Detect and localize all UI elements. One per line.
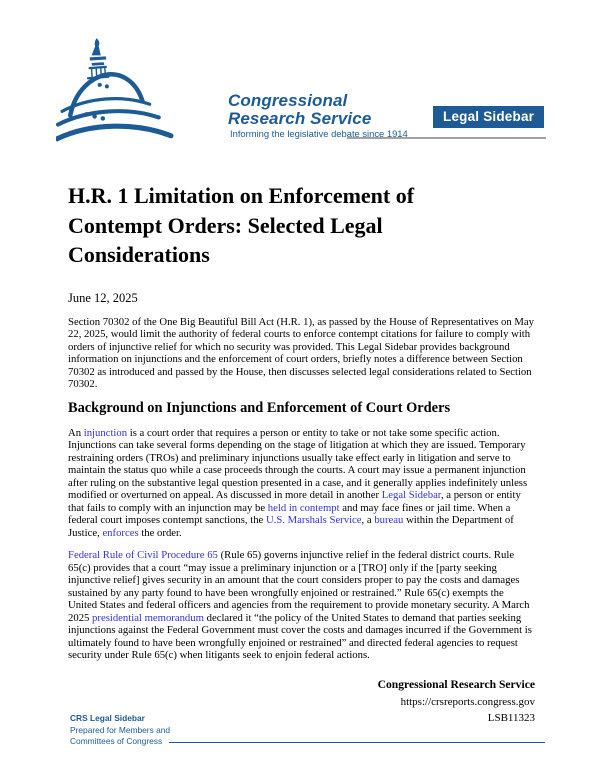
bottom-prepared-line1: Prepared for Members and [70, 724, 171, 735]
text-run: declared it “the policy of the United States to demand that parties seeking injunctions against the Federal Government must cover the costs and damages incurred if the Government is ultimately found to have been wrongfully enjoined or restrained” and directed federal agencies to request security under Rule 65(c) when litigants seek to enjoin federal actions. [68, 611, 532, 661]
legal-sidebar-badge: Legal Sidebar [433, 106, 544, 128]
text-run: and may face fines or jail time. When a federal court imposes contempt sanctions, the [68, 501, 511, 526]
text-run: An [68, 426, 84, 439]
text-run: Section 70302 of the One Big Beautiful Bill Act (H.R. 1), as passed by the House of Representatives on May 22, 2025, would limit the authority of federal courts to enforce contempt citations for failure to comply with orders of injunctive relief for which no security was provided. This Legal Sidebar provides background information on injunctions and the enforcement of court orders, briefly notes a difference between Section 70302 as introduced and passed by the House, then discusses selected legal considerations related to Section 70302. [68, 315, 535, 390]
link-federal-rule-of-civil-procedure-65[interactable]: Federal Rule of Civil Procedure 65 [68, 549, 218, 561]
bottom-product-name: CRS Legal Sidebar [70, 713, 145, 723]
footer-org-name: Congressional Research Service [377, 677, 535, 691]
text-run: (Rule 65) governs injunctive relief in the federal district courts. Rule 65(c) provides that a court “may issue a preliminary injunction or a [TRO] only if the [party seeking injunctive relief] gives security in an amount that the court considers proper to pay the costs and damages sustained by any party found to have been wrongfully enjoined or restrained.” Rule 65(c) exempts the United States and federal officers and agencies from the requirement to provide monetary security. A March 2025 [68, 549, 530, 624]
intro-paragraph [68, 316, 535, 391]
link-enforces[interactable]: enforces [102, 526, 139, 539]
document-title: H.R. 1 Limitation on Enforcement of Contempt Orders: Selected Legal Considerations [68, 183, 415, 267]
footer-url-link[interactable]: https://crsreports.congress.gov [400, 695, 535, 708]
background-paragraph-2 [68, 549, 535, 662]
document-date: June 12, 2025 [68, 290, 138, 305]
crs-wordmark-line2: Research Service [228, 109, 372, 128]
text-run: , a person or entity that fails to comply with an injunction may be [68, 489, 521, 514]
text-run: the order. [138, 526, 182, 539]
link-us-marshals-service[interactable]: U.S. Marshals Service [265, 514, 362, 526]
bottom-product-block [70, 713, 545, 748]
bottom-prepared-row [70, 736, 545, 748]
section-heading: Background on Injunctions and Enforcement of Court Orders [68, 399, 451, 416]
link-bureau[interactable]: bureau [374, 514, 404, 526]
text-run: within the Department of Justice, [68, 514, 514, 539]
bottom-divider [169, 742, 545, 743]
crs-tagline: Informing the legislative debate since 1914 [230, 128, 408, 139]
crs-wordmark-line1: Congressional [228, 91, 348, 110]
capitol-dome-icon [56, 36, 174, 148]
document-content [68, 181, 535, 724]
header-divider [347, 137, 546, 139]
text-run: is a court order that requires a person or entity to take or not take some specific action. Injunctions can take several forms depending on the stage of litigation at which they are issued. Temporary restraining orders (TROs) and preliminary injunctions usually take effect early in litigation and serve to maintain the status quo while a case proceeds through the courts. A court may issue a permanent injunction after ruling on the substantive legal question presented in a case, and it generally applies indefinitely unless modified or overturned on appeal. As discussed in more detail in another [68, 426, 528, 501]
bottom-prepared-line2: Committees of Congress [70, 736, 163, 746]
text-run: , a [361, 514, 375, 526]
link-held-in-contempt[interactable]: held in contempt [267, 501, 340, 514]
background-paragraph-1 [68, 427, 535, 540]
link-injunction[interactable]: injunction [83, 426, 128, 439]
crs-wordmark [228, 92, 371, 128]
link-legal-sidebar[interactable]: Legal Sidebar [381, 489, 441, 501]
footer-doc-id: LSB11323 [487, 711, 535, 724]
link-presidential-memorandum[interactable]: presidential memorandum [92, 611, 204, 624]
